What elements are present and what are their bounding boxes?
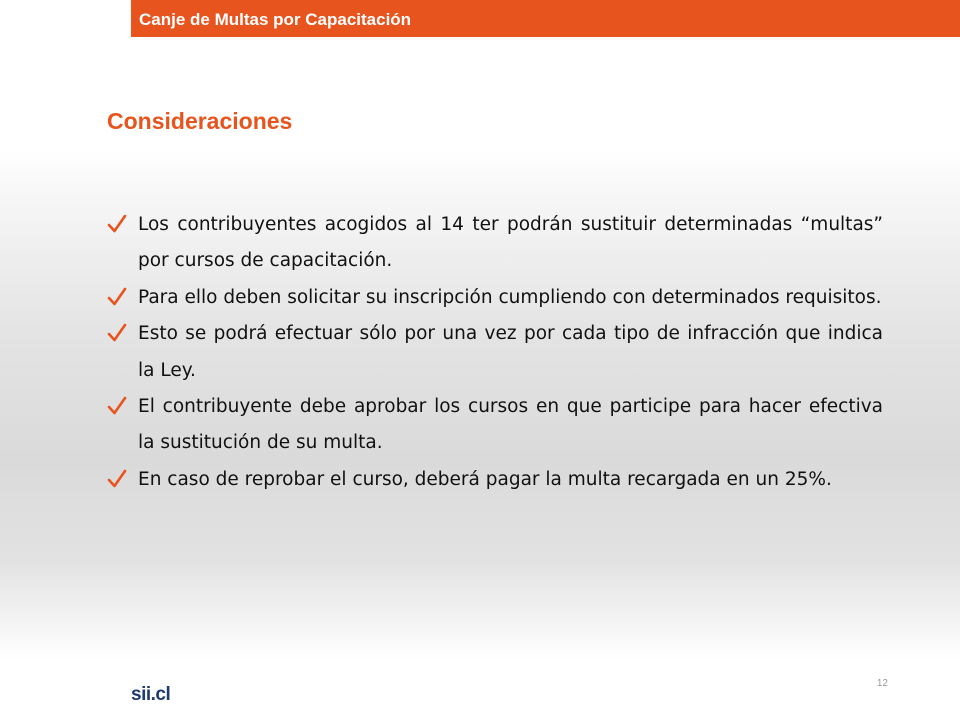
list-item (103, 280, 883, 316)
check-icon (106, 286, 128, 308)
header-bar (131, 0, 960, 37)
list-item (103, 462, 883, 498)
section-title: Consideraciones (107, 108, 293, 134)
bullet-text: Los contribuyentes acogidos al 14 ter podrán sustituir determinadas “multas” por cursos de capacitación. (138, 214, 883, 272)
bullet-text: El contribuyente debe aprobar los cursos en que participe para hacer efectiva la sustitución de su multa. (138, 396, 883, 454)
list-item (103, 389, 883, 462)
bullet-list (103, 207, 883, 498)
bullet-text: Para ello deben solicitar su inscripción cumpliendo con determinados requisitos. (138, 286, 882, 308)
check-icon (106, 468, 128, 490)
list-item (103, 316, 883, 389)
page-number: 12 (876, 678, 888, 689)
check-icon (106, 213, 128, 235)
list-item (103, 207, 883, 280)
bullet-text: En caso de reprobar el curso, deberá pagar la multa recargada en un 25%. (138, 468, 832, 490)
bullet-text: Esto se podrá efectuar sólo por una vez por cada tipo de infracción que indica la Ley. (138, 323, 883, 381)
header-title: Canje de Multas por Capacitación (139, 10, 412, 29)
check-icon (106, 395, 128, 417)
check-icon (106, 322, 128, 344)
sii-logo: sii.cl (131, 684, 171, 705)
